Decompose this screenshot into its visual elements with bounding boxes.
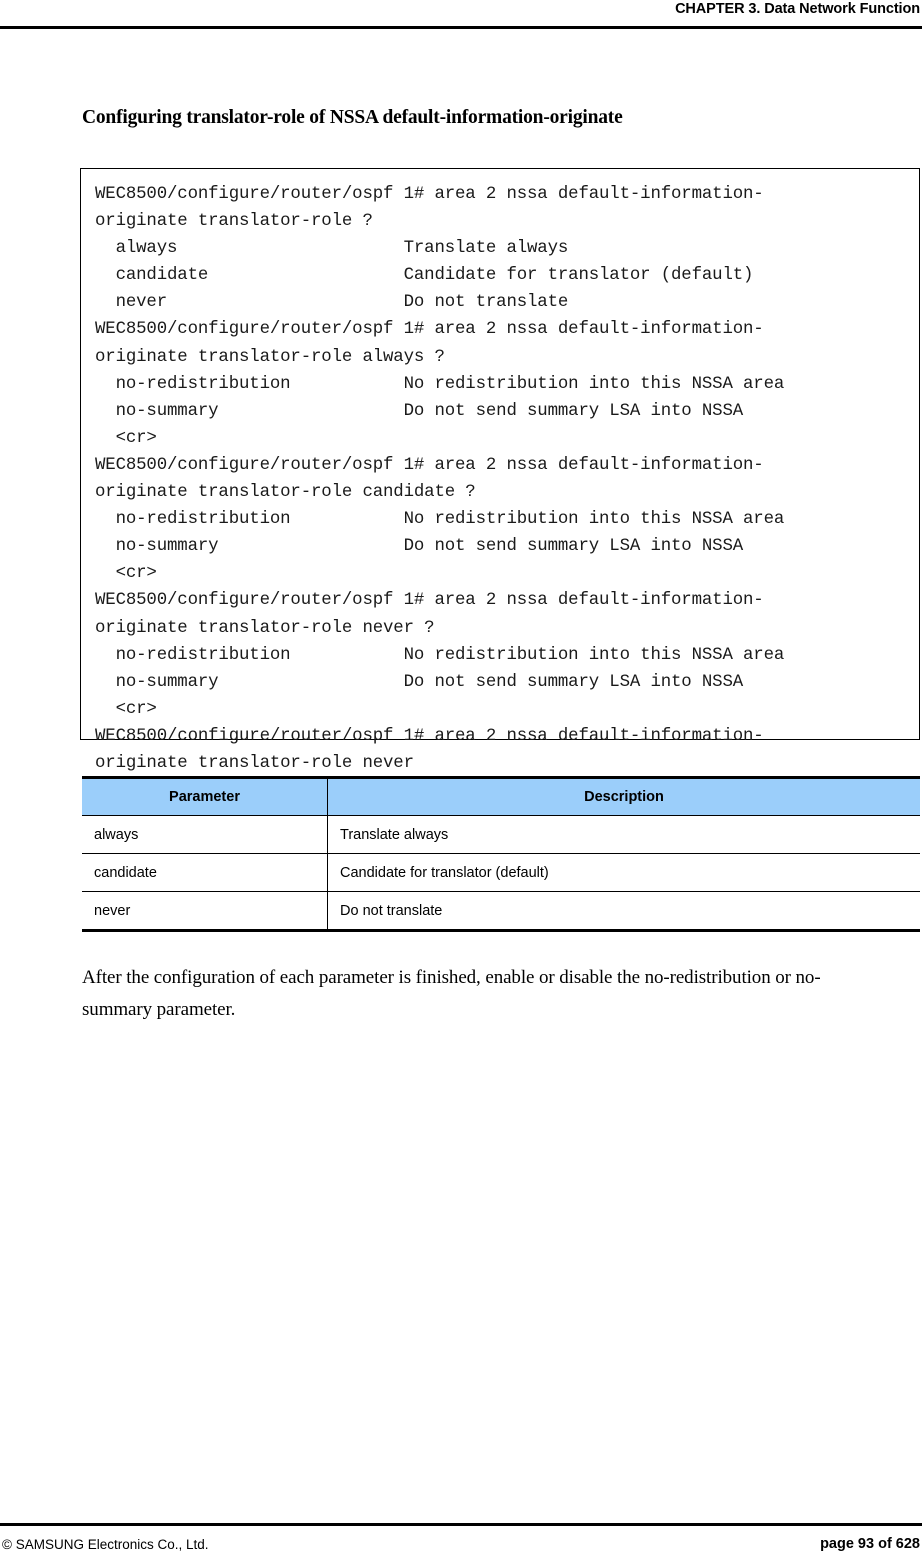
table-header-row: [82, 778, 920, 816]
table-row: [82, 892, 920, 931]
console-line: always Translate always: [95, 239, 569, 259]
table-header: [82, 778, 920, 816]
console-line: WEC8500/configure/router/ospf 1# area 2 nssa default-information-: [95, 726, 764, 746]
console-line: WEC8500/configure/router/ospf 1# area 2 nssa default-information-: [95, 320, 764, 340]
console-line: originate translator-role never: [95, 753, 414, 773]
header-divider: [0, 26, 922, 29]
console-line: never Do not translate: [95, 293, 569, 313]
console-line: originate translator-role candidate ?: [95, 483, 476, 503]
console-line: no-summary Do not send summary LSA into NSSA: [95, 672, 744, 692]
page-header: [0, 0, 922, 30]
chapter-title: CHAPTER 3. Data Network Function: [675, 1, 920, 17]
console-line: no-redistribution No redistribution into this NSSA area: [95, 645, 785, 665]
console-line: no-redistribution No redistribution into this NSSA area: [95, 374, 785, 394]
console-line: no-redistribution No redistribution into this NSSA area: [95, 510, 785, 530]
console-line: candidate Candidate for translator (default): [95, 266, 754, 286]
footer-divider: [0, 1523, 922, 1526]
console-line-list: [95, 181, 907, 777]
cell-parameter: always: [82, 816, 328, 854]
cell-parameter: candidate: [82, 854, 328, 892]
footer-page-number: page 93 of 628: [820, 1536, 920, 1552]
console-line: WEC8500/configure/router/ospf 1# area 2 nssa default-information-: [95, 455, 764, 475]
cell-description: Candidate for translator (default): [328, 854, 921, 892]
table-row: [82, 854, 920, 892]
parameter-table: [82, 776, 920, 932]
console-line: originate translator-role ?: [95, 212, 373, 232]
table-body: [82, 816, 920, 931]
console-output-block: [80, 168, 920, 773]
console-line: no-summary Do not send summary LSA into NSSA: [95, 401, 744, 421]
console-line: <cr>: [95, 564, 157, 584]
cell-description: Do not translate: [328, 892, 921, 931]
console-line: no-summary Do not send summary LSA into NSSA: [95, 537, 744, 557]
cell-parameter: never: [82, 892, 328, 931]
console-line: originate translator-role never ?: [95, 618, 435, 638]
section-heading: Configuring translator-role of NSSA default-information-originate: [82, 107, 623, 128]
console-line: <cr>: [95, 428, 157, 448]
console-line: originate translator-role always ?: [95, 347, 445, 367]
cell-description: Translate always: [328, 816, 921, 854]
body-paragraph: After the configuration of each parameter is finished, enable or disable the no-redistribution or no-summary parameter.: [82, 967, 821, 1020]
console-line: WEC8500/configure/router/ospf 1# area 2 nssa default-information-: [95, 591, 764, 611]
column-header-parameter: Parameter: [82, 778, 328, 816]
footer-copyright: © SAMSUNG Electronics Co., Ltd.: [2, 1537, 209, 1552]
console-line: WEC8500/configure/router/ospf 1# area 2 nssa default-information-: [95, 185, 764, 204]
console-line: <cr>: [95, 699, 157, 719]
table-row: [82, 816, 920, 854]
column-header-description: Description: [328, 778, 921, 816]
page-footer: [0, 1505, 922, 1565]
